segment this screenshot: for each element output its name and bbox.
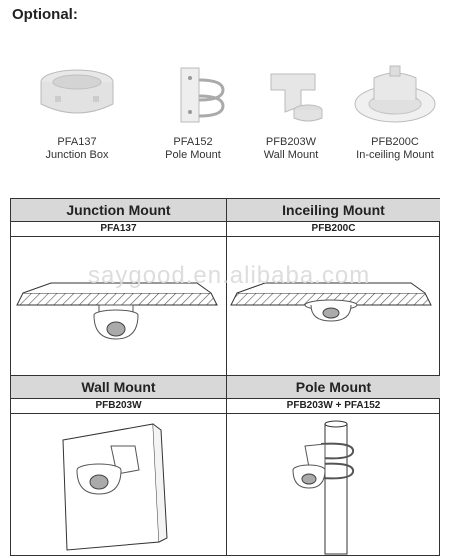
- accessory-code: PFA152: [173, 136, 213, 148]
- accessory-code: PFB200C: [371, 136, 419, 148]
- pole-mount-header: Pole Mount: [227, 376, 440, 399]
- junction-mount-illustration: [11, 237, 226, 374]
- inceiling-mount-illustration: [227, 237, 440, 374]
- wall-mount-image: [251, 60, 331, 130]
- watermark: saygood.en.alibaba.com: [88, 262, 371, 289]
- junction-box-image: [37, 60, 117, 130]
- accessory-code: PFB203W: [265, 136, 317, 148]
- inceiling-mount-image: [350, 60, 440, 130]
- junction-mount-header: Junction Mount: [11, 199, 226, 222]
- accessory-label: Wall Mount: [263, 149, 319, 161]
- pole-mount-part: PFB203W + PFA152: [227, 399, 440, 414]
- accessory-pole-mount: [138, 60, 248, 210]
- pole-mount-illustration: [227, 414, 440, 555]
- accessory-label: In-ceiling Mount: [356, 149, 434, 161]
- junction-mount-part: PFA137: [11, 222, 226, 237]
- inceiling-mount-part: PFB200C: [227, 222, 440, 237]
- accessory-junction-box: [22, 60, 132, 210]
- mounting-table: [10, 198, 440, 556]
- accessory-wall-mount: [236, 60, 346, 210]
- inceiling-mount-header: Inceiling Mount: [227, 199, 440, 222]
- page-title: Optional:: [12, 6, 78, 23]
- accessory-inceiling-mount: [340, 60, 450, 210]
- pole-mount-image: [153, 60, 233, 130]
- accessory-code: PFA137: [57, 136, 97, 148]
- accessory-label: Junction Box: [45, 149, 109, 161]
- accessory-label: Pole Mount: [165, 149, 221, 161]
- wall-mount-part: PFB203W: [11, 399, 226, 414]
- wall-mount-header: Wall Mount: [11, 376, 226, 399]
- wall-mount-illustration: [11, 414, 226, 555]
